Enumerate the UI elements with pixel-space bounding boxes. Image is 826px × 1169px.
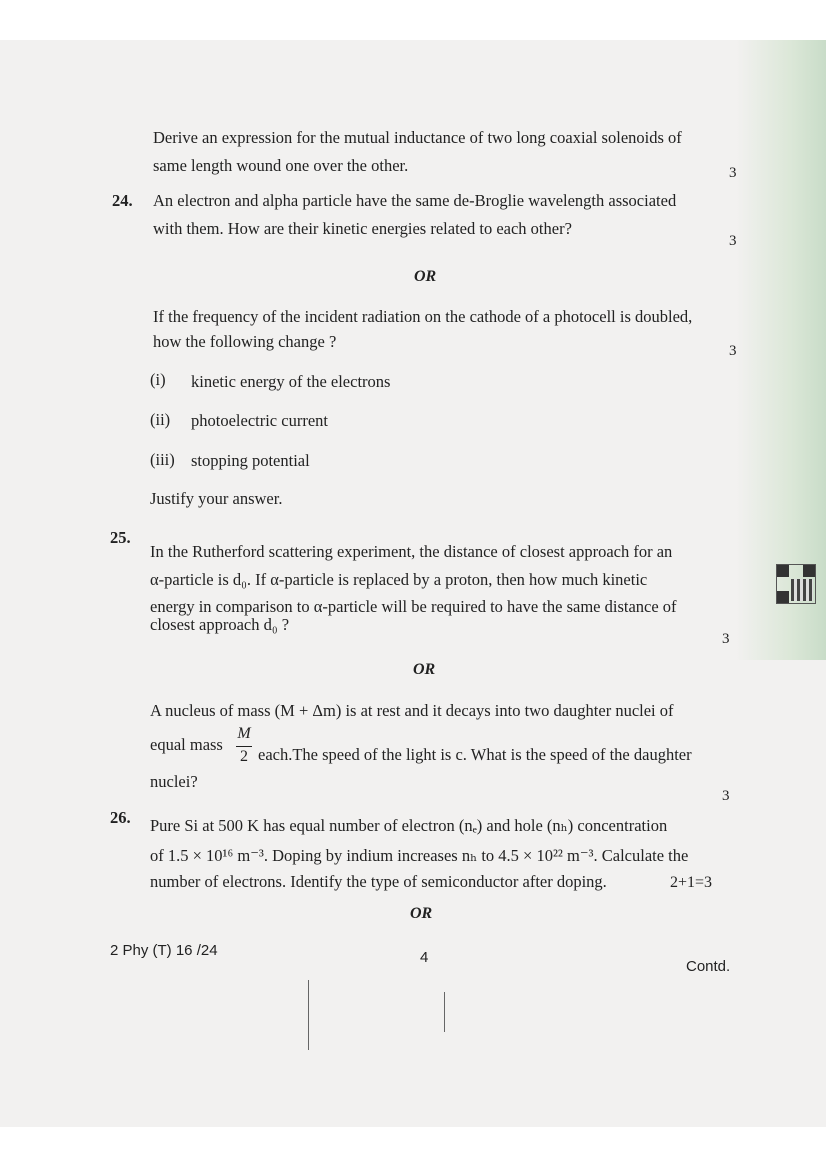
q24-alt-marks: 3: [729, 343, 737, 359]
q25-line-3: energy in comparison to α-particle will be required to have the same distance of: [150, 597, 677, 616]
q26-line-2: of 1.5 × 10¹⁶ m⁻³. Doping by indium increases nₕ to 4.5 × 10²² m⁻³. Calculate the: [150, 846, 689, 865]
paper-code: 2 Phy (T) 16 /24: [110, 942, 218, 959]
q26-line-3: number of electrons. Identify the type of semiconductor after doping.: [150, 872, 607, 891]
q24-line-2: with them. How are their kinetic energies related to each other?: [153, 219, 572, 238]
q25-line-1: In the Rutherford scattering experiment, the distance of closest approach for an: [150, 542, 673, 561]
scan-mark: [444, 992, 445, 1032]
fraction-bar: [236, 746, 252, 747]
scan-mark: [308, 980, 309, 1050]
q24-item-3-text: stopping potential: [191, 451, 310, 470]
q24-item-3-num: (iii): [150, 450, 175, 469]
q26-or-label: OR: [410, 905, 433, 922]
q24-item-2-text: photoelectric current: [191, 411, 328, 430]
q26-marks: 2+1=3: [670, 874, 713, 891]
q23-marks: 3: [729, 165, 737, 181]
q23-line-1: Derive an expression for the mutual inductance of two long coaxial solenoids of: [153, 128, 682, 147]
q24-item-1-num: (i): [150, 370, 166, 389]
q24-number: 24.: [112, 191, 133, 210]
q26-number: 26.: [110, 808, 131, 827]
q24-marks: 3: [729, 233, 737, 249]
fraction-denominator: 2: [240, 748, 248, 765]
contd-label: Contd.: [686, 958, 731, 975]
q25-line-2: α-particle is d₀. If α-particle is replaced by a proton, then how much kinetic: [150, 570, 648, 589]
q24-justify: Justify your answer.: [150, 489, 283, 508]
fraction-numerator: M: [237, 725, 251, 742]
q24-or-label: OR: [414, 268, 437, 285]
q25-alt-line-2-pre: equal mass: [150, 735, 223, 754]
q25-alt-line-2-post: each.The speed of the light is c. What is the speed of the daughter: [258, 745, 692, 764]
q24-item-2-num: (ii): [150, 410, 171, 429]
q25-alt-line-3: nuclei?: [150, 772, 198, 791]
q24-item-1-text: kinetic energy of the electrons: [191, 372, 391, 391]
q24-alt-line-1: If the frequency of the incident radiation on the cathode of a photocell is doubled,: [153, 307, 693, 326]
q25-line-4: closest approach d₀ ?: [150, 615, 290, 634]
qr-code: [776, 564, 816, 604]
q23-line-2: same length wound one over the other.: [153, 156, 409, 175]
q25-or-label: OR: [413, 661, 436, 678]
q25-alt-line-1: A nucleus of mass (M + Δm) is at rest and it decays into two daughter nuclei of: [150, 701, 674, 720]
q24-alt-line-2: how the following change ?: [153, 332, 337, 351]
q25-alt-marks: 3: [722, 788, 730, 804]
q26-line-1: Pure Si at 500 K has equal number of electron (nₑ) and hole (nₕ) concentration: [150, 816, 668, 835]
q24-line-1: An electron and alpha particle have the same de-Broglie wavelength associated: [153, 191, 677, 210]
q25-number: 25.: [110, 528, 131, 547]
q25-marks: 3: [722, 631, 730, 647]
page-number: 4: [420, 949, 429, 966]
